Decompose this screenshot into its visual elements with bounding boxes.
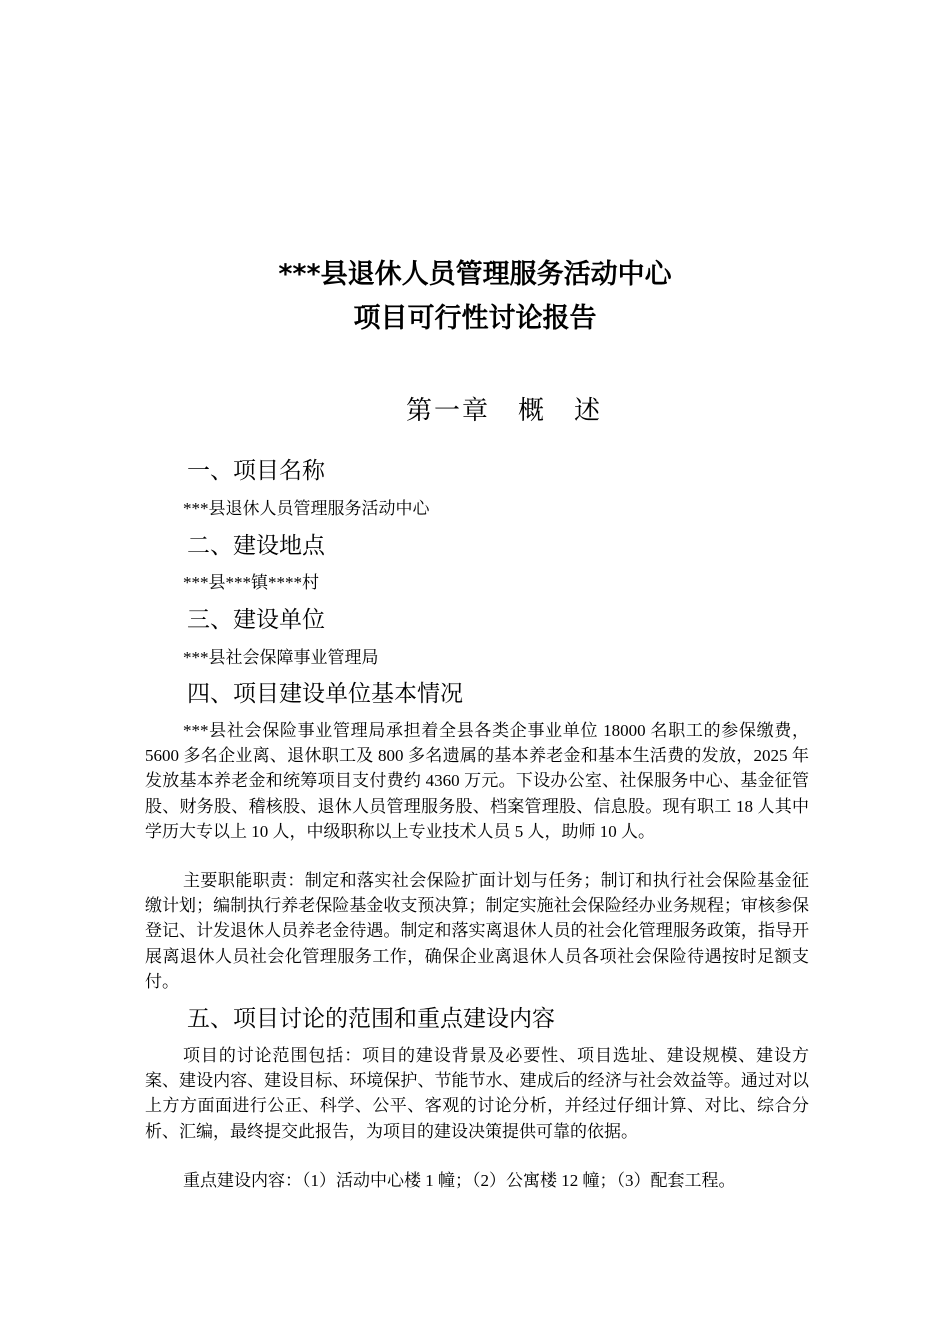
builder-text: ***县社会保障事业管理局 [183, 648, 379, 667]
project-name-text: ***县退休人员管理服务活动中心 [183, 499, 430, 518]
chapter-heading: 第一章 概 述 [405, 396, 602, 426]
location-text: ***县***镇****村 [183, 573, 319, 592]
section-heading-builder-info: 四、项目建设单位基本情况 [187, 681, 463, 707]
builder-info-paragraph: ***县社会保险事业管理局承担着全县各类企事业单位 18000 名职工的参保缴费，5600 多名企业离、退休职工及 800 多名遗属的基本养老金和基本生活费的发放，2025 年发放基本养老金和统筹项目支付费约 4360 万元。下设办公室、社保服务中心、基金征管股、财务股、稽核股、退休人员管理服务股、档案管理股、信息股。现有职工 18 人其中学历大专以上 10 人，中级职称以上专业技术人员 5 人，助师 10 人。 [145, 721, 809, 841]
section-heading-scope: 五、项目讨论的范围和重点建设内容 [187, 1006, 555, 1032]
document-title-line1: ***县退休人员管理服务活动中心 [278, 259, 672, 290]
section-heading-project-name: 一、项目名称 [187, 458, 325, 484]
duties-paragraph: 主要职能职责：制定和落实社会保险扩面计划与任务；制订和执行社会保险基金征缴计划；编制执行养老保险基金收支预决算；制定实施社会保险经办业务规程；审核参保登记、计发退休人员养老金待遇。制定和落实离退休人员的社会化管理服务政策，指导开展离退休人员社会化管理服务工作，确保企业离退休人员各项社会保险待遇按时足额支付。 [145, 871, 809, 991]
key-content-paragraph: 重点建设内容：（1）活动中心楼 1 幢；（2）公寓楼 12 幢；（3）配套工程。 [183, 1171, 736, 1190]
section-heading-builder: 三、建设单位 [187, 607, 325, 633]
section-heading-location: 二、建设地点 [187, 533, 325, 559]
document-title-line2: 项目可行性讨论报告 [353, 303, 597, 334]
scope-paragraph: 项目的讨论范围包括：项目的建设背景及必要性、项目选址、建设规模、建设方案、建设内容、建设目标、环境保护、节能节水、建成后的经济与社会效益等。通过对以上方方面面进行公正、科学、公平、客观的讨论分析，并经过仔细计算、对比、综合分析、汇编，最终提交此报告，为项目的建设决策提供可靠的依据。 [145, 1046, 809, 1141]
